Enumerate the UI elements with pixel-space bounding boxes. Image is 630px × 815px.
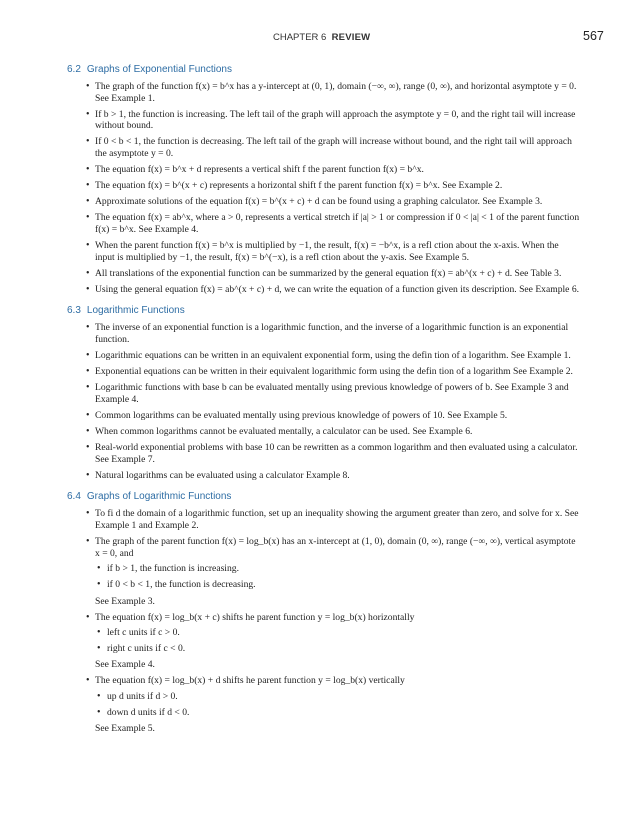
page-number: 567: [583, 29, 604, 43]
sub-list: [95, 563, 580, 591]
sub-list-item: • right c units if c < 0.: [95, 643, 580, 655]
list-item: [67, 612, 580, 671]
list-item: • When common logarithms cannot be evaluated mentally, a calculator can be used. See Example 6.: [67, 426, 580, 438]
list-item: • Logarithmic equations can be written in an equivalent exponential form, using the defin tion of a logarithm. See Example 1.: [67, 350, 580, 362]
review-content: [67, 63, 580, 744]
sub-list-item: • up d units if d > 0.: [95, 691, 580, 703]
list-item: • The equation f(x) = b^(x + c) represents a horizontal shift f the parent function f(x) = b^x. See Example 2.: [67, 180, 580, 192]
list-item: • The equation f(x) = b^x + d represents a vertical shift f the parent function f(x) = b^x.: [67, 164, 580, 176]
example-reference: See Example 4.: [95, 659, 155, 671]
section-6-3-list: [67, 322, 580, 481]
list-item: [67, 536, 580, 607]
sub-list: [95, 627, 580, 655]
chapter-title: REVIEW: [331, 32, 371, 43]
section-6-4-list: [67, 508, 580, 734]
section-6-2-list: [67, 81, 580, 295]
list-item: • Logarithmic functions with base b can be evaluated mentally using previous knowledge of powers of b. See Example 3 and Example 4.: [67, 382, 580, 405]
sub-list: [95, 691, 580, 719]
list-item: • If b > 1, the function is increasing. The left tail of the graph will approach the asymptote y = 0, and the right tail will increase without bound.: [67, 109, 580, 132]
chapter-label: CHAPTER 6: [273, 32, 327, 43]
list-item: • Exponential equations can be written in their equivalent logarithmic form using the defin tion of a logarithm See Example 2.: [67, 366, 580, 378]
list-item: • The inverse of an exponential function is a logarithmic function, and the inverse of a logarithmic function is an exponential function.: [67, 322, 580, 345]
section-heading-6-4: 6.4 Graphs of Logarithmic Functions: [67, 491, 232, 503]
sub-list-item: • down d units if d < 0.: [95, 707, 580, 719]
list-item: • If 0 < b < 1, the function is decreasing. The left tail of the graph will increase without bound, and the right tail will approach the asymptote y = 0.: [67, 136, 580, 159]
sub-list-item: • left c units if c > 0.: [95, 627, 580, 639]
list-item-text: The equation f(x) = log_b(x + c) shifts he parent function y = log_b(x) horizontally: [95, 611, 415, 623]
example-reference: See Example 5.: [95, 723, 155, 735]
list-item: • Real-world exponential problems with base 10 can be rewritten as a common logarithm and then evaluated using a calculator. See Example 7.: [67, 442, 580, 465]
section-heading-6-2: 6.2 Graphs of Exponential Functions: [67, 64, 232, 75]
chapter-heading: [273, 32, 370, 43]
list-item: • Common logarithms can be evaluated mentally using previous knowledge of powers of 10. See Example 5.: [67, 410, 580, 422]
running-head: [0, 29, 630, 45]
list-item: • Using the general equation f(x) = ab^(x + c) + d, we can write the equation of a function given its description. See Example 6.: [67, 284, 580, 296]
sub-list-item: • if b > 1, the function is increasing.: [95, 563, 580, 575]
list-item-text: The graph of the parent function f(x) = log_b(x) has an x-intercept at (1, 0), domain (0, ∞), range (−∞, ∞), vertical asymptote x = 0, and: [95, 536, 576, 559]
list-item: • The graph of the function f(x) = b^x has a y-intercept at (0, 1), domain (−∞, ∞), range (0, ∞), and horizontal asymptote y = 0. See Example 1.: [67, 81, 580, 104]
list-item: • Approximate solutions of the equation f(x) = b^(x + c) + d can be found using a graphing calculator. See Example 3.: [67, 196, 580, 208]
list-item: [67, 675, 580, 734]
section-heading-6-3: 6.3 Logarithmic Functions: [67, 305, 185, 317]
list-item: • The equation f(x) = ab^x, where a > 0, represents a vertical stretch if |a| > 1 or compression if 0 < |a| < 1 of the parent function f(x) = b^x. See Example 4.: [67, 212, 580, 235]
list-item-text: The equation f(x) = log_b(x) + d shifts he parent function y = log_b(x) vertically: [95, 675, 405, 687]
list-item: • To fi d the domain of a logarithmic function, set up an inequality showing the argument greater than zero, and solve for x. See Example 1 and Example 2.: [67, 508, 580, 531]
list-item: • When the parent function f(x) = b^x is multiplied by −1, the result, f(x) = −b^x, is a refl ction about the x-axis. When the input is multiplied by −1, the result, f(x) = b^(−x), is a refl ction about the y-axis. See Example 5.: [67, 240, 580, 263]
list-item: • All translations of the exponential function can be summarized by the general equation f(x) = ab^(x + c) + d. See Table 3.: [67, 268, 580, 280]
sub-list-item: • if 0 < b < 1, the function is decreasing.: [95, 579, 580, 591]
example-reference: See Example 3.: [95, 595, 155, 607]
list-item: • Natural logarithms can be evaluated using a calculator Example 8.: [67, 470, 580, 482]
